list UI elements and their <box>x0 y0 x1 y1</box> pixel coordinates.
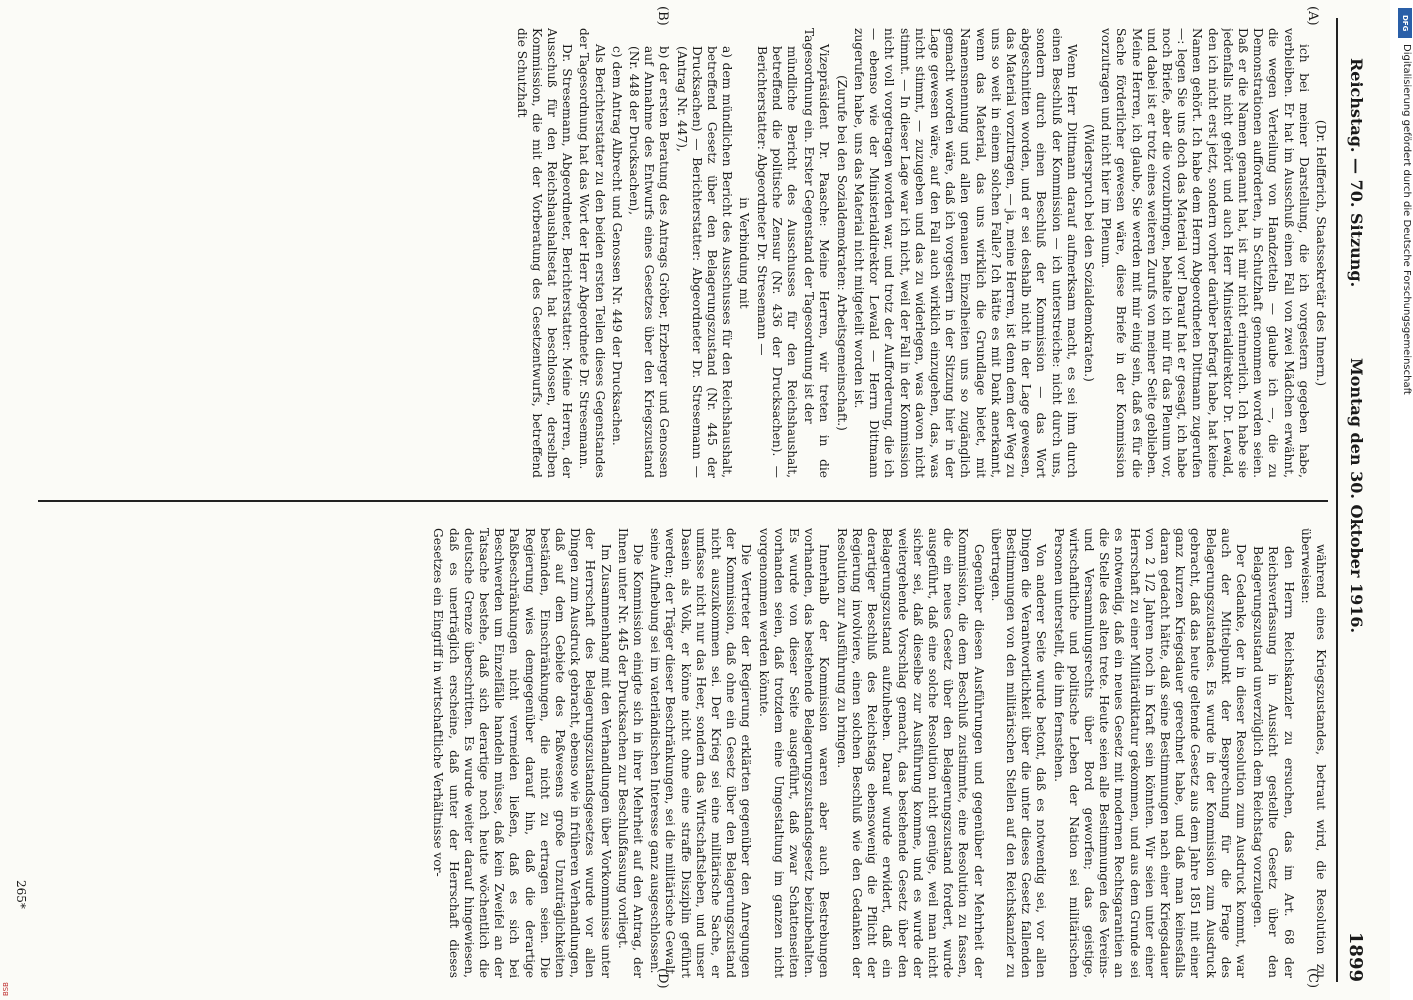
digitization-credit: Digitalisierung gefördert durch die Deutsche Forschungsgemeinschaft <box>1401 44 1412 395</box>
footer-page-number: 265* <box>14 880 28 909</box>
paragraph: Wenn Herr Dittmann darauf aufmerksam macht, es sei ihm durch einen Beschluß der Kommission — ich unterstreiche: nicht durch uns, sondern durch einen Beschluß der Kommission — das Wort abgeschnitten worden, und er sei deshalb nicht in der Lage gewesen, das Material vorzutragen, — ja, meine Herren, ist denn dem der Weg zu uns so weit in einem solchen Falle? Ich hätte es mit Dank anerkannt, wenn das Material, das uns wirklich die Grundlage bietet, mit Namensnennung und allen genauen Einzelheiten uns so zugänglich gemacht worden wäre, daß ich vorgestern in der Sitzung hier in der Lage gewesen wäre, auf den Fall auch wirklich einzugehen, das, was nicht stimmt, — zuzugeben und das zu widerlegen, was davon nicht stimmt. — In dieser Lage war ich nicht, weil der Fall in der Kommission nicht voll vorgetragen worden war, und trotz der Aufforderung, die ich — ebenso wie der Ministerialdirektor Lewald — Herrn Dittmann zugerufen habe, uns das Material nicht mitgeteilt worden ist. <box>851 28 1079 478</box>
column-divider <box>38 500 1328 502</box>
paragraph: Im Zusammenhang mit den Verhandlungen über Vorkommnisse unter der Herrschaft des Belagerungszustandsgesetzes wurde vor allen Dingen zum Ausdruck gebracht, ebenso wie in früheren Verhandlungen, daß auf dem Gebiete des Paßwesens große Unzuträglichkeiten beständen, Einschränkungen, die nicht zu ertragen seien. Die Regierung wies demgegenüber darauf hin, daß die derartige Paßbeschränkungen nicht vermeiden ließen, daß es sich bei Beschwerden um Einzelfälle handeln müsse, daß kein Zweifel an der Tatsache bestehe, daß sich derartige noch heute wöchentlich die deutsche Grenze überschritten. Es wurde weiter darauf hingewiesen, daß es unerträglich erscheine, daß unter der Herrschaft dieses Gesetzes ein Eingriff in wirtschaftliche Verhältnisse vor- <box>431 528 613 978</box>
header-center: Montag den 30. Oktober 1916. <box>1347 358 1366 634</box>
agenda-item: mündliche Bericht des Ausschusses für den Reichshaushalt, betreffend die politische Zensur (Nr. 436 der Drucksachen). — Berichterstatter: Abgeordneter Dr. Stresemann — <box>754 46 800 478</box>
paragraph: Innerhalb der Kommission waren aber auch Bestrebungen vorhanden, das bestehende Belagerungszustandsgesetz beizubehalten. Es wurde von dieser Seite ausgeführt, daß zwar Schattenseiten vorhanden seien, daß trotzdem eine Umgestaltung im ganzen nicht vorgenommen werden könnte. <box>756 528 832 978</box>
paragraph: Dr. Stresemann, Abgeordneter, Berichterstatter: Meine Herren, der Ausschuß für den Reichshaushaltsetat hat beschlossen, derselben Kommission, die mit der Vorberatung des Gesetzentwurfs, betreffend die Schutzhaft <box>514 28 575 478</box>
header-page-number: 1899 <box>1345 931 1366 982</box>
interjection: (Zurufe bei den Sozialdemokraten: Arbeitsgemeinschaft.) <box>834 75 849 431</box>
agenda-item: c) dem Antrag Albrecht und Genossen Nr. 449 der Drucksachen. <box>609 46 624 446</box>
paragraph: Der Gedanke, der in dieser Resolution zum Ausdruck kommt, war auch der Mittelpunkt der Besprechung für die Frage des Belagerungszustandes. Es wurde in der Kommission zum Ausdruck gebracht, daß das heute geltende Gesetz aus dem Jahre 1851 mit einer ganz kurzen Kriegsdauer gerechnet habe, und daß man keinesfalls daran gedacht hätte, daß seine Bestimmungen nach einer Kriegsdauer von 2 1/2 Jahren noch in Kraft sein könnten. Wir seien unter einer Herrschaft zu einer Militärdiktatur gekommen, und aus dem Grunde sei es notwendig, daß ein neues Gesetz mit modernen Rechtsgarantien an die Stelle des alten trete. Heute seien alle Bestimmungen des Vereins- und Versammlungsrechts über Bord geworfen; das geistige, wirtschaftliche und politische Leben der Nation sei militärischen Personen unterstellt, die ihm fernstehen. <box>1051 528 1248 978</box>
paragraph: Die Vertreter der Regierung erklärten gegenüber den Anregungen der Kommission, daß ohne ein Gesetz über den Belagerungszustand nicht auszukommen sei. Der Krieg sei eine militärische Sache, er umfasse nicht nur das Heer, sondern das Wirtschaftsleben, und unser Dasein als Volk, er könne nicht ohne eine straffe Disziplin geführt werden; der Träger dieser Beschränkungen, sei die militärische Gewalt, seine Aufhebung sei im vaterländischen Interesse ganz ausgeschlossen. <box>648 528 754 978</box>
interjection: (Widerspruch bei den Sozialdemokraten.) <box>1081 124 1096 382</box>
paragraph: Die Kommission einigte sich in ihrer Mehrheit auf den Antrag, der Ihnen unter Nr. 445 der Drucksachen zur Beschlußfassung vorliegt. <box>615 528 646 978</box>
header-left: Reichstag. — 70. Sitzung. <box>1347 58 1366 288</box>
speaker-note: (Dr. Helfferich, Staatssekretär des Innern.) <box>1314 119 1328 387</box>
right-column <box>38 528 1328 978</box>
resolution-text: den Herrn Reichskanzler zu ersuchen, das im Art. 68 der Reichsverfassung in Aussicht gestellte Gesetz über den Belagerungszustand unverzüglich dem Reichstag vorzulegen. <box>1251 546 1296 978</box>
paragraph: Vizepräsident Dr. Paasche: Meine Herren, wir treten in die Tagesordnung ein. Erster Gegenstand der Tagesordnung ist der <box>802 28 832 478</box>
margin-marker-a: (A) <box>1305 6 1320 26</box>
agenda-item: a) dem mündlichen Bericht des Ausschusses für den Reichshaushalt, betreffend Gesetz über den Belagerungszustand (Nr. 445 der Drucksachen) — Berichterstatter: Abgeordneter Dr. Stresemann — (Antrag Nr. 447), <box>674 46 735 478</box>
paragraph: Gegenüber diesen Ausführungen und gegenüber der Mehrheit der Kommission, die dem Beschluß zustimmte, eine Resolution zu fassen, die ein neues Gesetz über den Belagerungszustand fordert, wurde ausgeführt, daß eine solche Resolution nicht genüge, weil man nicht sicher sei, daß dieselbe zur Ausführung komme, und es wurde der weitergehende Vorschlag gemacht, das bestehende Gesetz über den Belagerungszustand aufzuheben. Darauf wurde erwidert, daß ein derartiger Beschluß des Reichstags ebensowenig die Pflicht der Regierung involviere, einen solchen Beschluß wie den Gedanken der Resolution zur Ausführung zu bringen. <box>834 528 986 978</box>
left-column <box>38 28 1328 478</box>
agenda-item: b) der ersten Beratung des Antrags Gröber, Erzberger und Genossen auf Annahme des Entwurfs eines Gesetzes über den Kriegszustand (Nr. 448 der Drucksachen), <box>627 46 672 478</box>
page-header <box>1336 18 1372 982</box>
paragraph: während eines Kriegszustandes, betraut wird, die Resolution zu überweisen: <box>1298 528 1328 978</box>
margin-marker-c: (C) <box>1305 968 1320 989</box>
margin-marker-d: (D) <box>655 968 670 989</box>
paragraph: Von anderer Seite wurde betont, daß es notwendig sei, vor allen Dingen die Verantwortlichkeit über die unter dieses Gesetz fallenden Bestimmungen von den militärischen Stellen auf den Reichskanzler zu übertragen. <box>988 528 1049 978</box>
library-stamp: BSB <box>2 982 10 996</box>
dfg-logo: DFG <box>1398 8 1412 38</box>
paragraph: ich bei meiner Darstellung, die ich vorgestern gegeben habe, verbleiben. Er hat im Ausschuß einen Fall von zwei Mädchen erwähnt, die wegen Verteilung von Handzetteln — glaube ich —, die zu Demonstrationen aufforderten, in Schutzhaft genommen worden seien. Daß er die Namen genannt hat, ist mir nicht erinnerlich. Ich habe sie jedenfalls nicht gehört und auch Herr Ministerialdirektor Dr. Lewald, den ich nicht erst jetzt, sondern vorher darüber befragt habe, hat keine Namen gehört. Ich habe dem Herrn Abgeordneten Dittmann zugerufen —: legen Sie uns doch das Material vor! Darauf hat er gesagt, ich habe noch Briefe, aber die vorzubringen, behalte ich mir für das Plenum vor, und dabei ist er trotz eines weiteren Zurufs von meiner Seite geblieben. Meine Herren, ich glaube, Sie werden mit mir einig sein, daß es für die Sache förderlicher gewesen wäre, diese Briefe in der Kommission vorzutragen und nicht hier im Plenum. <box>1099 28 1311 478</box>
paragraph: Als Berichterstatter zu den beiden ersten Teilen dieses Gegenstandes der Tagesordnung hat das Wort der Herr Abgeordnete Dr. Stresemann. <box>577 28 607 478</box>
agenda-connector: in Verbindung mit <box>737 197 752 309</box>
margin-marker-b: (B) <box>655 6 670 26</box>
